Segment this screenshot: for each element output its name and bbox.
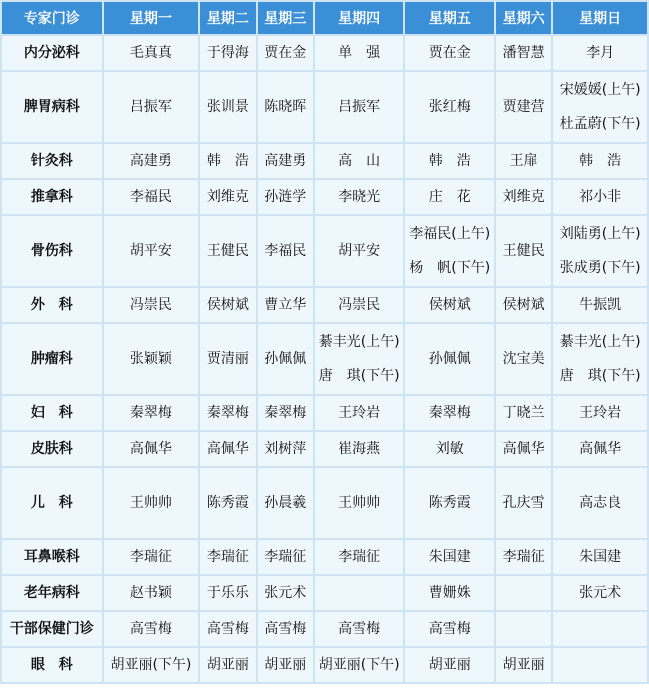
doctor-name: 李瑞征 [129,549,172,565]
doctor-name: 韩 浩 [579,153,622,169]
doctor-cell [200,144,255,178]
doctor-cell [496,396,551,430]
doctor-name: 贾建营 [502,99,545,115]
doctor-cell [104,540,199,574]
doctor-cell [200,432,255,466]
doctor-cell [104,432,199,466]
doctor-cell [405,144,494,178]
doctor-cell [258,216,313,286]
table-row [2,648,647,682]
doctor-name: 孙佩佩 [264,351,307,367]
doctor-cell [104,648,199,682]
doctor-cell [405,576,494,610]
doctor-cell [200,612,255,646]
doctor-cell [553,288,647,322]
doctor-cell [258,576,313,610]
doctor-name: 贾在金 [264,45,307,61]
doctor-name: 王帅帅 [338,495,381,511]
doctor-cell [315,180,404,214]
doctor-cell [496,612,551,646]
doctor-cell [315,648,404,682]
doctor-cell [104,36,199,70]
doctor-cell [405,324,494,394]
doctor-name: 王扉 [509,153,538,169]
doctor-name: 崔海燕 [338,441,381,457]
doctor-cell [315,36,404,70]
header-cell: 星期四 [315,2,404,34]
doctor-name: 陈晓晖 [264,99,307,115]
doctor-name: 侯树斌 [428,297,471,313]
doctor-cell [104,468,199,538]
doctor-name: 杨 帆(下午) [409,260,491,276]
table-row [2,144,647,178]
doctor-name: 李福民 [129,189,172,205]
doctor-cell [496,72,551,142]
doctor-name: 李福民(上午) [409,226,491,242]
doctor-cell [104,72,199,142]
doctor-name: 刘维克 [206,189,249,205]
doctor-cell [200,576,255,610]
doctor-name: 高建勇 [264,153,307,169]
doctor-cell [553,216,647,286]
doctor-cell [553,72,647,142]
doctor-cell [200,324,255,394]
table-row [2,180,647,214]
doctor-name: 李晓光 [338,189,381,205]
doctor-cell [315,216,404,286]
doctor-cell [496,36,551,70]
table-row [2,36,647,70]
table-row [2,324,647,394]
doctor-cell [405,468,494,538]
doctor-cell [496,432,551,466]
doctor-name: 高志良 [579,495,622,511]
doctor-cell [496,324,551,394]
doctor-name: 孙晨羲 [264,495,307,511]
doctor-cell [496,216,551,286]
doctor-cell [405,396,494,430]
doctor-name: 秦翠梅 [206,405,249,421]
department-cell: 肿瘤科 [2,324,102,394]
doctor-name: 吕振军 [338,99,381,115]
doctor-cell [315,540,404,574]
doctor-cell [315,468,404,538]
doctor-cell [200,180,255,214]
department-cell: 推拿科 [2,180,102,214]
doctor-cell [104,324,199,394]
department-cell: 皮肤科 [2,432,102,466]
doctor-cell [553,180,647,214]
doctor-cell [553,648,647,682]
doctor-cell [315,324,404,394]
doctor-name: 朱国建 [579,549,622,565]
doctor-name: 唐 琪(下午) [318,368,400,384]
doctor-cell [405,180,494,214]
doctor-name: 李瑞征 [264,549,307,565]
doctor-name: 秦翠梅 [264,405,307,421]
doctor-name: 刘敏 [435,441,464,457]
doctor-name: 王健民 [206,243,249,259]
doctor-cell [315,612,404,646]
doctor-cell [200,468,255,538]
doctor-name: 祁小非 [579,189,622,205]
doctor-name: 韩 浩 [206,153,249,169]
doctor-cell [315,144,404,178]
table-row [2,540,647,574]
doctor-cell [200,216,255,286]
header-cell: 星期日 [553,2,647,34]
doctor-name: 高建勇 [129,153,172,169]
doctor-cell [496,144,551,178]
doctor-name: 赵书颖 [129,585,172,601]
doctor-cell [200,36,255,70]
doctor-name: 庄 花 [428,189,471,205]
doctor-cell [553,36,647,70]
doctor-name: 冯崇民 [129,297,172,313]
header-cell: 专家门诊 [2,2,102,34]
doctor-cell [258,288,313,322]
doctor-name: 高 山 [338,153,381,169]
doctor-cell [405,648,494,682]
doctor-name: 高佩华 [206,441,249,457]
header-cell: 星期二 [200,2,255,34]
doctor-cell [104,612,199,646]
doctor-cell [200,648,255,682]
header-cell: 星期一 [104,2,199,34]
doctor-cell [258,612,313,646]
doctor-cell [405,540,494,574]
doctor-name: 秦翠梅 [129,405,172,421]
doctor-cell [315,72,404,142]
table-row [2,396,647,430]
doctor-cell [405,612,494,646]
doctor-name: 王玲岩 [338,405,381,421]
doctor-cell [496,540,551,574]
doctor-cell [104,288,199,322]
header-cell: 星期三 [258,2,313,34]
doctor-cell [553,144,647,178]
doctor-name: 张元术 [579,585,622,601]
doctor-cell [104,216,199,286]
doctor-name: 綦丰光(上午) [318,334,400,350]
department-cell: 针灸科 [2,144,102,178]
doctor-cell [553,432,647,466]
department-cell: 内分泌科 [2,36,102,70]
doctor-cell [200,540,255,574]
doctor-cell [200,72,255,142]
doctor-name: 侯树斌 [206,297,249,313]
table-row [2,468,647,538]
doctor-name: 张元术 [264,585,307,601]
doctor-name: 李瑞征 [206,549,249,565]
doctor-name: 胡亚丽 [264,657,307,673]
table-row [2,432,647,466]
doctor-name: 韩 浩 [428,153,471,169]
department-cell: 儿 科 [2,468,102,538]
doctor-name: 秦翠梅 [428,405,471,421]
doctor-cell [200,288,255,322]
doctor-name: 张红梅 [428,99,471,115]
doctor-cell [315,396,404,430]
doctor-name: 李瑞征 [338,549,381,565]
doctor-name: 牛振凯 [579,297,622,313]
doctor-cell [258,324,313,394]
doctor-name: 朱国建 [428,549,471,565]
doctor-name: 刘树萍 [264,441,307,457]
doctor-name: 胡亚丽 [206,657,249,673]
doctor-name: 高雪梅 [338,621,381,637]
doctor-name: 綦丰光(上午) [559,334,641,350]
doctor-name: 贾清丽 [206,351,249,367]
doctor-name: 李月 [586,45,615,61]
doctor-name: 王健民 [502,243,545,259]
doctor-cell [200,396,255,430]
doctor-cell [315,288,404,322]
doctor-cell [258,396,313,430]
doctor-cell [104,144,199,178]
doctor-cell [315,432,404,466]
doctor-name: 于乐乐 [206,585,249,601]
doctor-cell [553,396,647,430]
doctor-cell [315,576,404,610]
doctor-name: 沈宝美 [502,351,545,367]
doctor-name: 冯崇民 [338,297,381,313]
doctor-cell [496,180,551,214]
department-cell: 干部保健门诊 [2,612,102,646]
doctor-name: 高雪梅 [129,621,172,637]
doctor-name: 张颖颖 [129,351,172,367]
doctor-cell [496,576,551,610]
doctor-cell [405,432,494,466]
table-row [2,216,647,286]
doctor-name: 宋媛媛(上午) [559,82,641,98]
doctor-cell [258,468,313,538]
doctor-cell [258,648,313,682]
doctor-name: 胡亚丽 [502,657,545,673]
doctor-cell [405,288,494,322]
doctor-name: 高佩华 [502,441,545,457]
header-cell: 星期六 [496,2,551,34]
department-cell: 外 科 [2,288,102,322]
doctor-name: 张成勇(下午) [559,260,641,276]
doctor-cell [553,468,647,538]
doctor-cell [104,576,199,610]
doctor-name: 胡亚丽 [428,657,471,673]
doctor-name: 曹立华 [264,297,307,313]
doctor-name: 高雪梅 [264,621,307,637]
doctor-name: 孔庆雪 [502,495,545,511]
doctor-name: 胡亚丽(下午) [318,657,400,673]
table-row [2,288,647,322]
doctor-name: 杜孟蔚(下午) [559,116,641,132]
table-row [2,72,647,142]
doctor-name: 于得海 [206,45,249,61]
doctor-name: 胡亚丽(下午) [110,657,192,673]
header-row [2,2,647,34]
header-cell: 星期五 [405,2,494,34]
doctor-name: 高佩华 [129,441,172,457]
department-cell: 妇 科 [2,396,102,430]
doctor-cell [104,396,199,430]
doctor-cell [405,36,494,70]
department-cell: 老年病科 [2,576,102,610]
doctor-name: 陈秀霞 [206,495,249,511]
department-cell: 骨伤科 [2,216,102,286]
doctor-name: 李福民 [264,243,307,259]
schedule-body [2,36,647,682]
doctor-name: 贾在金 [428,45,471,61]
doctor-name: 潘智慧 [502,45,545,61]
doctor-name: 王玲岩 [579,405,622,421]
department-cell: 脾胃病科 [2,72,102,142]
doctor-name: 王帅帅 [129,495,172,511]
doctor-cell [258,36,313,70]
doctor-name: 高雪梅 [206,621,249,637]
doctor-cell [258,72,313,142]
doctor-name: 胡平安 [338,243,381,259]
department-cell: 眼 科 [2,648,102,682]
doctor-name: 李瑞征 [502,549,545,565]
doctor-name: 侯树斌 [502,297,545,313]
doctor-name: 丁晓兰 [502,405,545,421]
doctor-name: 吕振军 [129,99,172,115]
doctor-cell [258,540,313,574]
doctor-name: 高雪梅 [428,621,471,637]
doctor-cell [553,324,647,394]
table-row [2,576,647,610]
doctor-cell [553,576,647,610]
doctor-cell [405,72,494,142]
doctor-cell [258,432,313,466]
doctor-name: 单 强 [338,45,381,61]
doctor-cell [496,648,551,682]
table-row [2,612,647,646]
doctor-name: 刘维克 [502,189,545,205]
doctor-cell [104,180,199,214]
doctor-cell [553,612,647,646]
doctor-cell [258,180,313,214]
doctor-name: 孙涟学 [264,189,307,205]
doctor-name: 张训景 [206,99,249,115]
doctor-name: 陈秀霞 [428,495,471,511]
doctor-name: 毛真真 [129,45,172,61]
doctor-cell [405,216,494,286]
doctor-cell [496,288,551,322]
doctor-name: 胡平安 [129,243,172,259]
doctor-cell [553,540,647,574]
doctor-name: 曹姗姝 [428,585,471,601]
doctor-name: 孙佩佩 [428,351,471,367]
doctor-name: 高佩华 [579,441,622,457]
doctor-cell [496,468,551,538]
doctor-cell [258,144,313,178]
doctor-name: 刘陆勇(上午) [559,226,641,242]
doctor-name: 唐 琪(下午) [559,368,641,384]
department-cell: 耳鼻喉科 [2,540,102,574]
